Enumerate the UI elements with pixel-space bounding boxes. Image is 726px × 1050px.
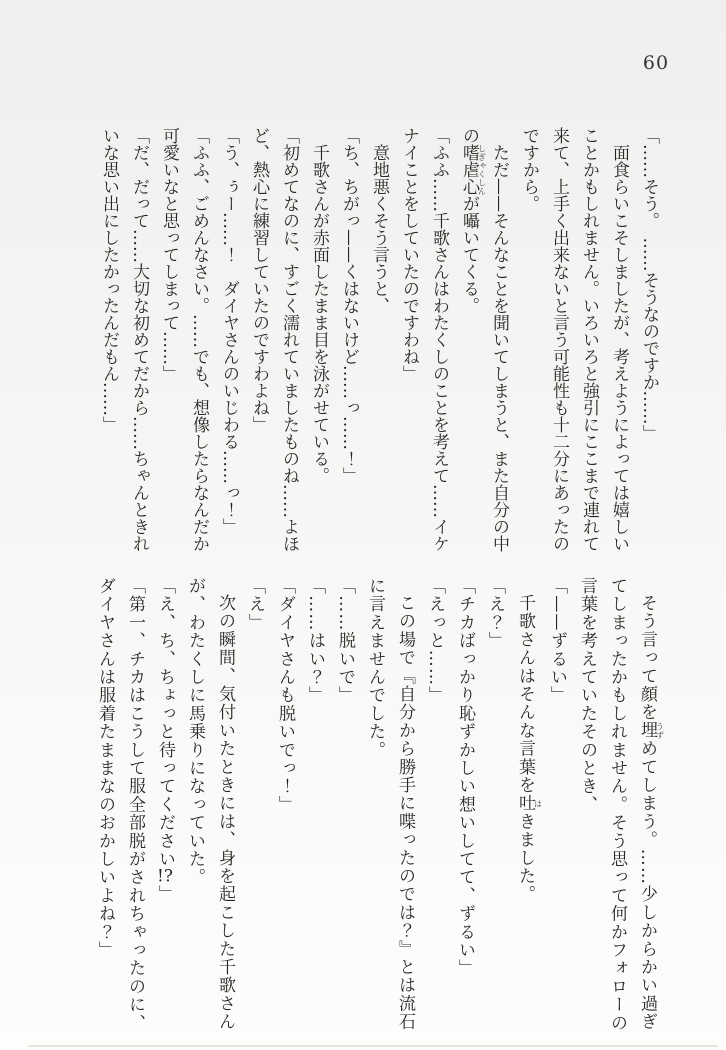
text-tier-lower — [92, 577, 664, 1036]
narrative-paragraph: 次の瞬間、気付いたときには、身を起こした千歌さんが、わたくしに馬乗りになっていた。 — [185, 577, 235, 1031]
dialogue-paragraph: 「ち、ちがっ——くはないけど……っ……！」 — [339, 127, 359, 484]
dialogue-paragraph: 「えっと……」 — [425, 577, 445, 705]
narrative-paragraph: 面食らいこそしましたが、考えようによっては嬉しいことかもしれません。いろいろと強引にここまで連れて来て、上手く出来ないと言う可能性も十二分にあったのですから。 — [519, 127, 629, 552]
narrative-paragraph: 千歌さんはそんな言葉を吐はきました。 — [515, 594, 543, 904]
dialogue-paragraph: 「ふふ、ごめんなさい。……でも、想像したらなんだか可愛いなと思ってしまって……」 — [159, 127, 209, 552]
dialogue-paragraph: 「ふふ……千歌さんはわたくしのことを考えて……イケナイことをしていたのですわね」 — [399, 127, 449, 552]
narrative-paragraph: 千歌さんが赤面したまま目を泳がせている。 — [309, 144, 329, 484]
text-tier-upper — [92, 127, 664, 555]
narrative-paragraph: この場で『自分から勝手に喋ったのでは？』とは流石に言えませんでした。 — [365, 577, 415, 1031]
ruby-annotated-word: 吐は — [515, 794, 543, 813]
narrative-paragraph: そう言って顔を埋うずめてしまう。……少しからかい過ぎてしまったかもしれません。そう思って何かフォローの言葉を考えていたそのとき、 — [577, 577, 665, 1032]
page-number: 60 — [642, 52, 670, 74]
dialogue-paragraph: 「え」 — [245, 577, 265, 632]
dialogue-paragraph: 「え、ち、ちょっと待ってください!?」 — [155, 577, 175, 904]
dialogue-paragraph: 「……脱いで」 — [335, 577, 355, 705]
dialogue-paragraph: 「チカばっかり恥ずかしい想いしてて、ずるい」 — [455, 577, 475, 978]
dialogue-paragraph: 「……はい？」 — [305, 577, 325, 705]
dialogue-paragraph: 「——ずるい」 — [547, 577, 567, 705]
dialogue-paragraph: 「う、ぅー……！ ダイヤさんのいじわる……っ！」 — [219, 127, 239, 535]
horizontal-in-vertical-text: !? — [157, 868, 173, 886]
narrative-paragraph: 意地悪くそう言うと、 — [369, 144, 389, 314]
dialogue-paragraph: 「第一、チカはこうして服全部脱がされちゃったのに、ダイヤさんは服着たままなのおかしいよね？」 — [95, 577, 145, 1032]
dialogue-paragraph: 「え？」 — [485, 577, 505, 650]
page-edge-shadow — [28, 1045, 718, 1047]
dialogue-paragraph: 「ダイヤさんも脱いでっ！」 — [275, 577, 295, 814]
dialogue-paragraph: 「初めてなのに、すごく濡れていましたものね……よほど、熱心に練習していたのですわよね」 — [249, 127, 299, 552]
dialogue-paragraph: 「だ、だって……大切な初めてだから……ちゃんときれいな思い出にしたかったんだもん……」 — [99, 127, 149, 552]
ruby-annotated-word: 埋うず — [637, 721, 665, 740]
narrative-paragraph: ただ——そんなことを聞いてしまうと、また自分の中の嗜虐心しぎゃくしんが囁いてくる。 — [459, 127, 509, 552]
ruby-annotated-word: 嗜虐心しぎゃくしん — [459, 144, 487, 195]
dialogue-paragraph: 「……そう。 ……そうなのですか……」 — [639, 127, 659, 442]
